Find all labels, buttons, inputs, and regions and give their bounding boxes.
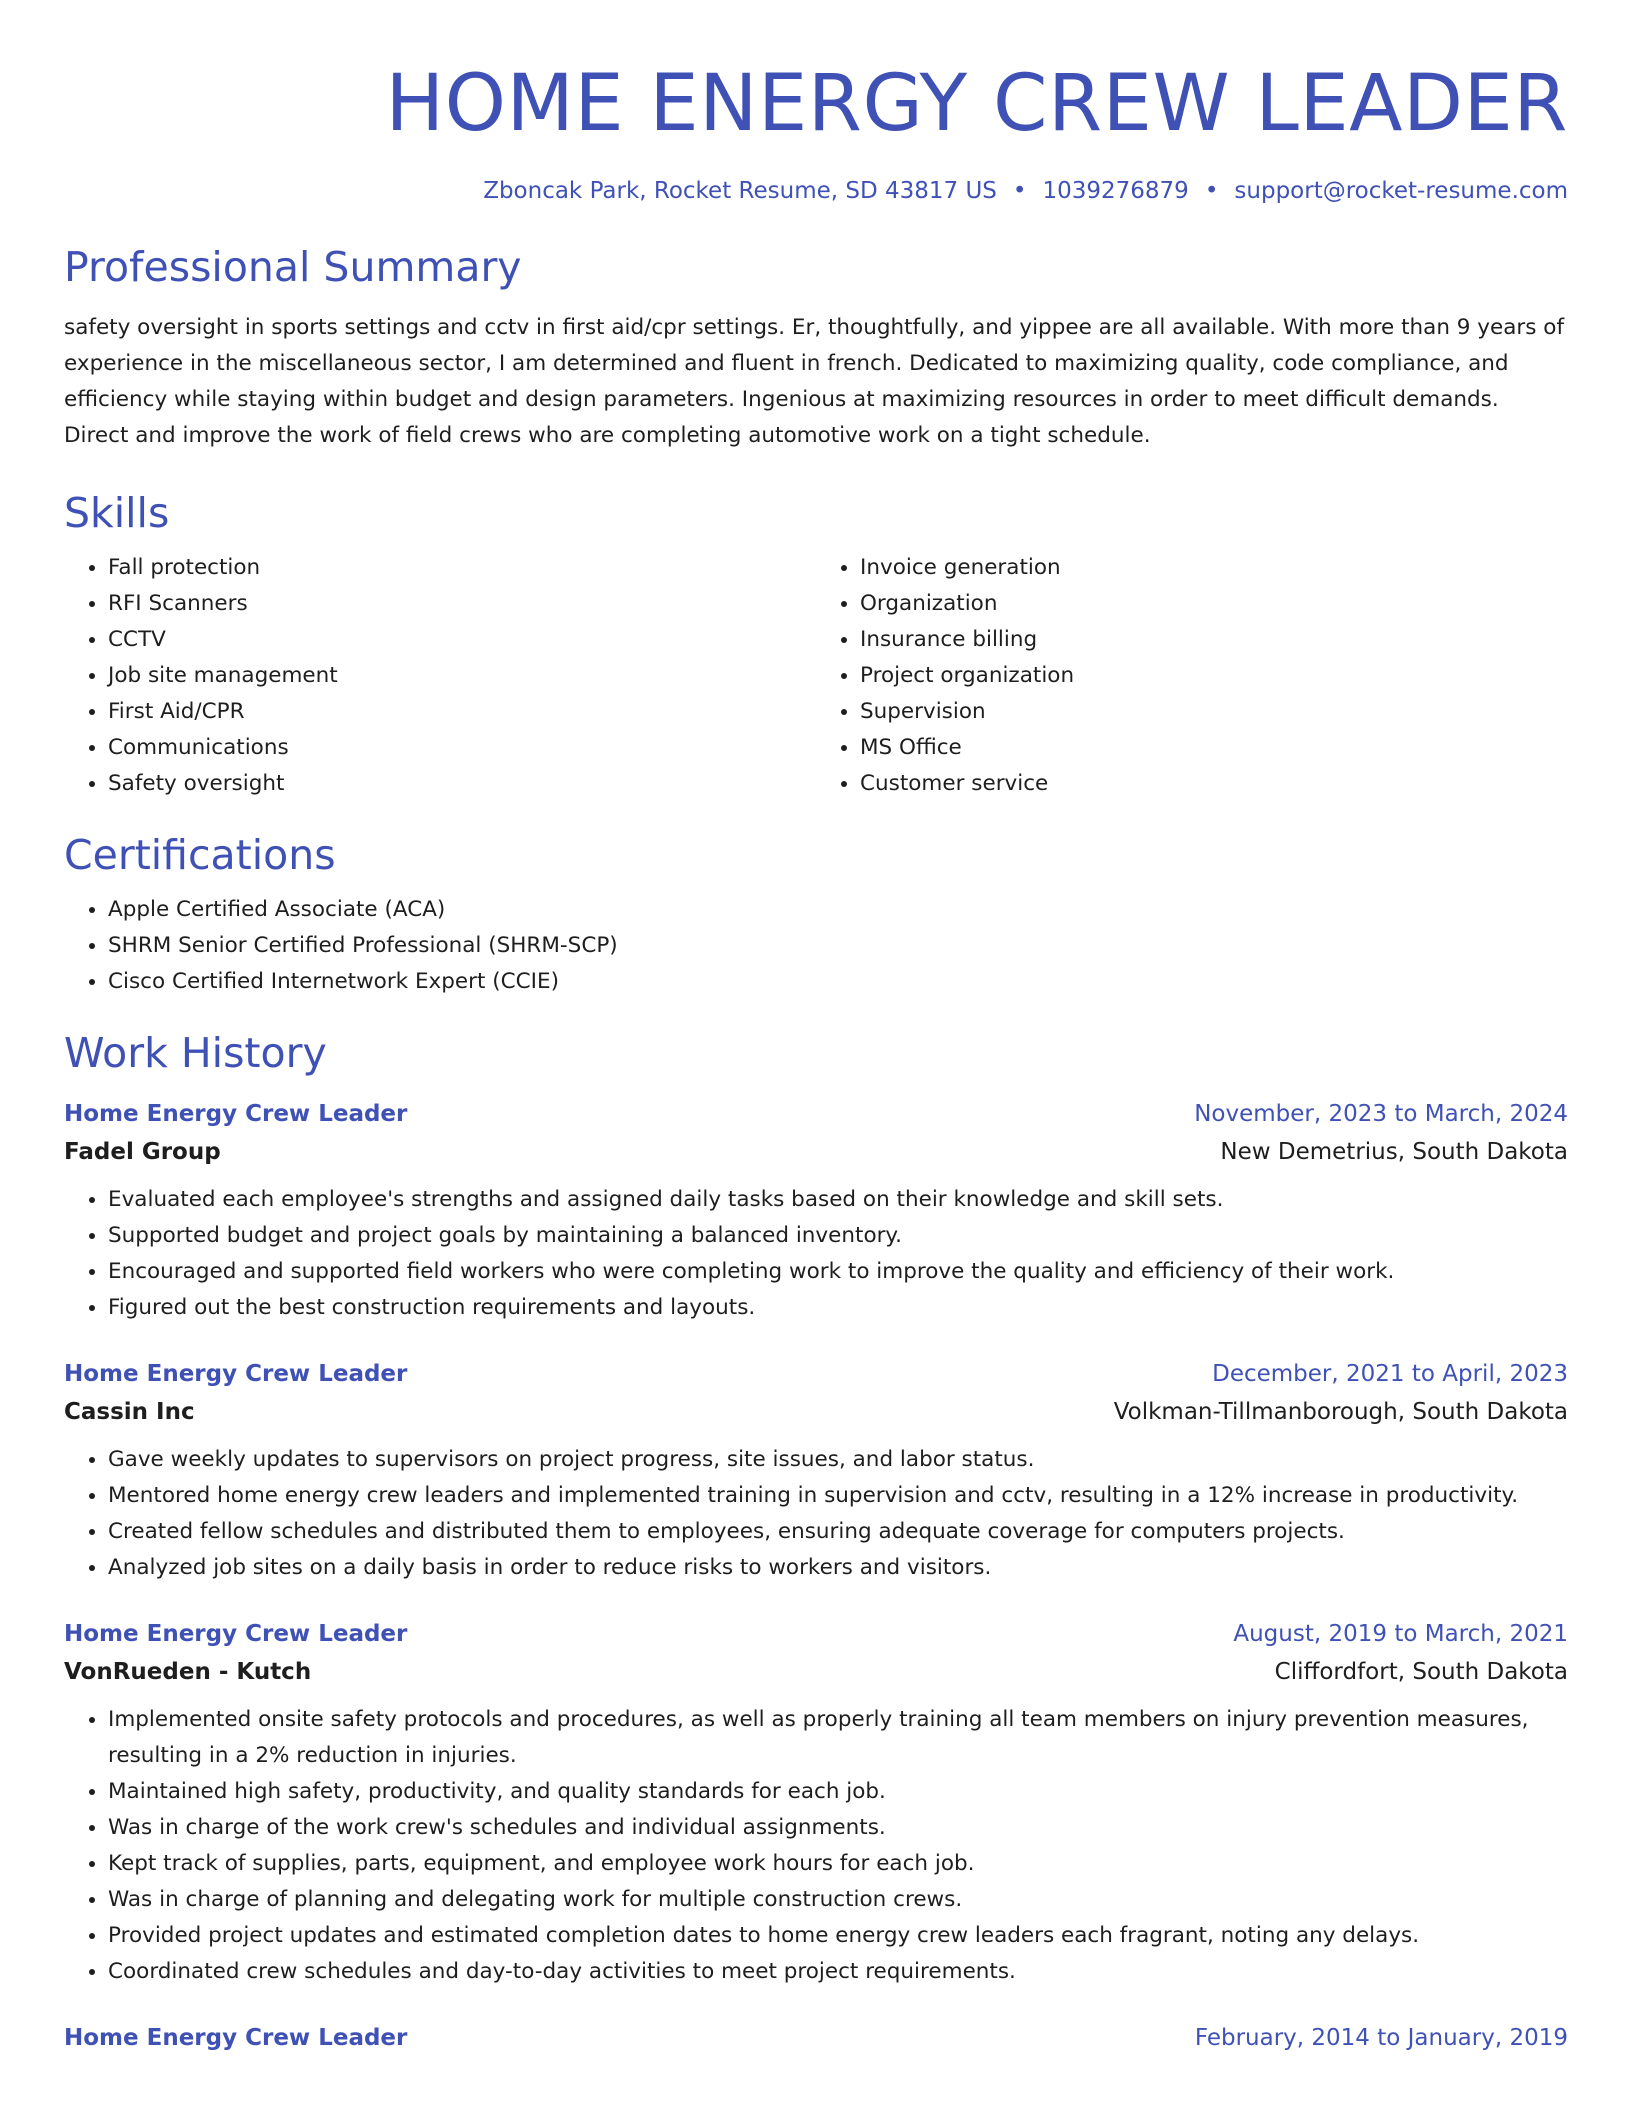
certifications-heading: Certifications (64, 831, 336, 879)
certifications-list (64, 892, 1568, 1000)
job-bullet: • Implemented onsite safety protocols and procedures, as well as properly training all team members on injury prevention measures, resulting in a 2% reduction in injuries. (108, 1702, 1568, 1774)
skill-item: • Organization (860, 586, 1568, 622)
contact-line (64, 178, 1568, 204)
skill-item: • RFI Scanners (108, 586, 816, 622)
job-header-row (64, 1356, 1568, 1392)
job-bullet: • Supported budget and project goals by maintaining a balanced inventory. (108, 1218, 1568, 1254)
skills-list-right (816, 550, 1568, 802)
skills-list-left (64, 550, 816, 802)
job-title: Home Energy Crew Leader (64, 2025, 408, 2051)
job-title: Home Energy Crew Leader (64, 1361, 408, 1387)
skill-item: • Invoice generation (860, 550, 1568, 586)
job-bullet: • Was in charge of planning and delegating work for multiple construction crews. (108, 1882, 1568, 1918)
contact-separator: • (1204, 178, 1219, 204)
job-bullet: • Coordinated crew schedules and day-to-day activities to meet project requirements. (108, 1954, 1568, 1990)
job-bullet: • Evaluated each employee's strengths and assigned daily tasks based on their knowledge and skill sets. (108, 1182, 1568, 1218)
skill-item: • Project organization (860, 658, 1568, 694)
job-bullet: • Analyzed job sites on a daily basis in order to reduce risks to workers and visitors. (108, 1550, 1568, 1586)
job-company-row (64, 1652, 1568, 1692)
job-company: Fadel Group (64, 1139, 221, 1165)
job-header-row (64, 2020, 1568, 2056)
job-bullets (64, 1702, 1568, 1990)
contact-email: support@rocket-resume.com (1234, 178, 1568, 204)
job-location: Volkman-Tillmanborough, South Dakota (1113, 1399, 1568, 1425)
job-title: Home Energy Crew Leader (64, 1101, 408, 1127)
job-company-row (64, 1132, 1568, 1172)
skill-item: • First Aid/CPR (108, 694, 816, 730)
certification-item: • SHRM Senior Certified Professional (SHRM-SCP) (108, 928, 1568, 964)
skill-item: • Fall protection (108, 550, 816, 586)
contact-address: Zboncak Park, Rocket Resume, SD 43817 US (483, 178, 997, 204)
skill-item: • Customer service (860, 766, 1568, 802)
job-title: Home Energy Crew Leader (64, 1621, 408, 1647)
job-bullet: • Provided project updates and estimated completion dates to home energy crew leaders each fragrant, noting any delays. (108, 1918, 1568, 1954)
skills-heading: Skills (64, 489, 170, 537)
skill-item: • CCTV (108, 622, 816, 658)
skill-item: • Insurance billing (860, 622, 1568, 658)
skill-item: • Supervision (860, 694, 1568, 730)
job-dates: November, 2023 to March, 2024 (1194, 1101, 1568, 1127)
job-location: Cliffordfort, South Dakota (1274, 1659, 1568, 1685)
job-dates: December, 2021 to April, 2023 (1212, 1361, 1568, 1387)
job-bullet: • Created fellow schedules and distributed them to employees, ensuring adequate coverage for computers projects. (108, 1514, 1568, 1550)
work-history-heading: Work History (64, 1029, 327, 1077)
job-header-row (64, 1616, 1568, 1652)
job-dates: February, 2014 to January, 2019 (1194, 2025, 1568, 2051)
summary-text: safety oversight in sports settings and cctv in first aid/cpr settings. Er, thoughtfully, and yippee are all available. With more than 9 years of experience in the miscellaneous sector, I am determined and fluent in french. Dedicated to maximizing quality, code compliance, and efficiency while staying within budget and design parameters. Ingenious at maximizing resources in order to meet difficult demands. Direct and improve the work of field crews who are completing automotive work on a tight schedule. (64, 315, 1565, 448)
skill-item: • Communications (108, 730, 816, 766)
job-bullet: • Figured out the best construction requirements and layouts. (108, 1290, 1568, 1326)
job-entry (64, 2020, 1568, 2056)
job-entry (64, 1356, 1568, 1586)
job-entry (64, 1616, 1568, 1990)
skill-item: • Job site management (108, 658, 816, 694)
job-entry (64, 1096, 1568, 1326)
job-company: Cassin Inc (64, 1399, 195, 1425)
job-bullet: • Was in charge of the work crew's schedules and individual assignments. (108, 1810, 1568, 1846)
contact-phone: 1039276879 (1042, 178, 1189, 204)
job-location: New Demetrius, South Dakota (1220, 1139, 1568, 1165)
resume-name: HOME ENERGY CREW LEADER (385, 59, 1568, 149)
job-bullet: • Mentored home energy crew leaders and implemented training in supervision and cctv, resulting in a 12% increase in productivity. (108, 1478, 1568, 1514)
skill-item: • Safety oversight (108, 766, 816, 802)
job-bullet: • Encouraged and supported field workers who were completing work to improve the quality and efficiency of their work. (108, 1254, 1568, 1290)
certification-item: • Apple Certified Associate (ACA) (108, 892, 1568, 928)
job-bullet: • Gave weekly updates to supervisors on project progress, site issues, and labor status. (108, 1442, 1568, 1478)
job-bullets (64, 1182, 1568, 1326)
job-company: VonRueden - Kutch (64, 1659, 312, 1685)
contact-separator: • (1012, 178, 1027, 204)
summary-heading: Professional Summary (64, 243, 522, 291)
job-dates: August, 2019 to March, 2021 (1233, 1621, 1568, 1647)
job-bullet: • Kept track of supplies, parts, equipment, and employee work hours for each job. (108, 1846, 1568, 1882)
skills-grid (64, 550, 1568, 802)
certification-item: • Cisco Certified Internetwork Expert (CCIE) (108, 964, 1568, 1000)
job-bullet: • Maintained high safety, productivity, and quality standards for each job. (108, 1774, 1568, 1810)
job-company-row (64, 1392, 1568, 1432)
job-header-row (64, 1096, 1568, 1132)
job-bullets (64, 1442, 1568, 1586)
skill-item: • MS Office (860, 730, 1568, 766)
